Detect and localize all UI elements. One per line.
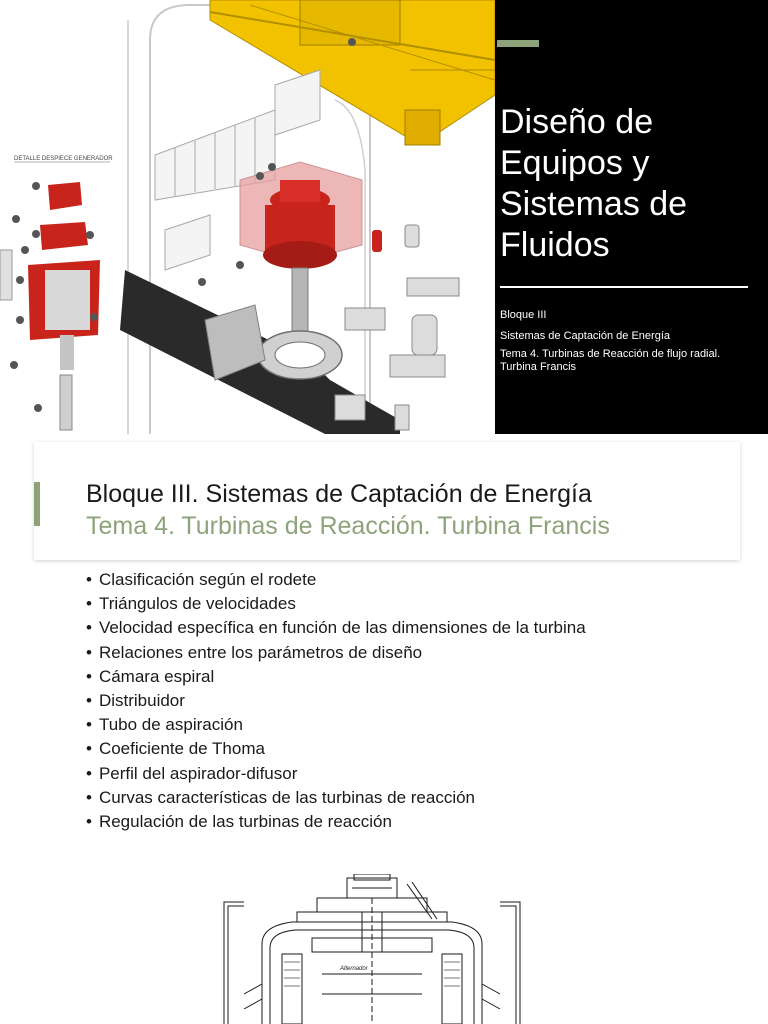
accent-bar [497, 40, 539, 47]
slide-heading: Bloque III. Sistemas de Captación de Energía [86, 480, 592, 508]
topic-list [86, 568, 586, 834]
list-item: • Tubo de aspiración [86, 713, 586, 737]
list-item: • Clasificación según el rodete [86, 568, 586, 592]
list-item: • Cámara espiral [86, 665, 586, 689]
title-divider [500, 286, 748, 288]
block-topic: Sistemas de Captación de Energía [500, 330, 670, 342]
list-item: • Triángulos de velocidades [86, 592, 586, 616]
header-card [34, 442, 740, 560]
turbine-section-drawing [222, 874, 522, 1024]
title-panel [495, 0, 768, 434]
powerhouse-illustration [0, 0, 495, 434]
content-slide [0, 434, 768, 1024]
list-item: • Velocidad específica en función de las dimensiones de la turbina [86, 616, 586, 640]
drawing-label: Alternador [340, 966, 368, 972]
list-item: • Regulación de las turbinas de reacción [86, 810, 586, 834]
illustration-label: DETALLE DESPIECE GENERADOR [14, 156, 113, 162]
header-accent [34, 482, 40, 526]
list-item: • Coeficiente de Thoma [86, 737, 586, 761]
list-item: • Relaciones entre los parámetros de diseño [86, 641, 586, 665]
list-item: • Curvas características de las turbinas de reacción [86, 786, 586, 810]
list-item: • Perfil del aspirador-difusor [86, 762, 586, 786]
title-slide [0, 0, 768, 434]
lesson-title: Tema 4. Turbinas de Reacción de flujo radial. Turbina Francis [500, 348, 721, 373]
slide-subheading: Tema 4. Turbinas de Reacción. Turbina Francis [86, 512, 610, 540]
block-label: Bloque III [500, 309, 547, 321]
list-item: • Distribuidor [86, 689, 586, 713]
presentation-title: Diseño de Equipos y Sistemas de Fluidos [500, 103, 688, 264]
